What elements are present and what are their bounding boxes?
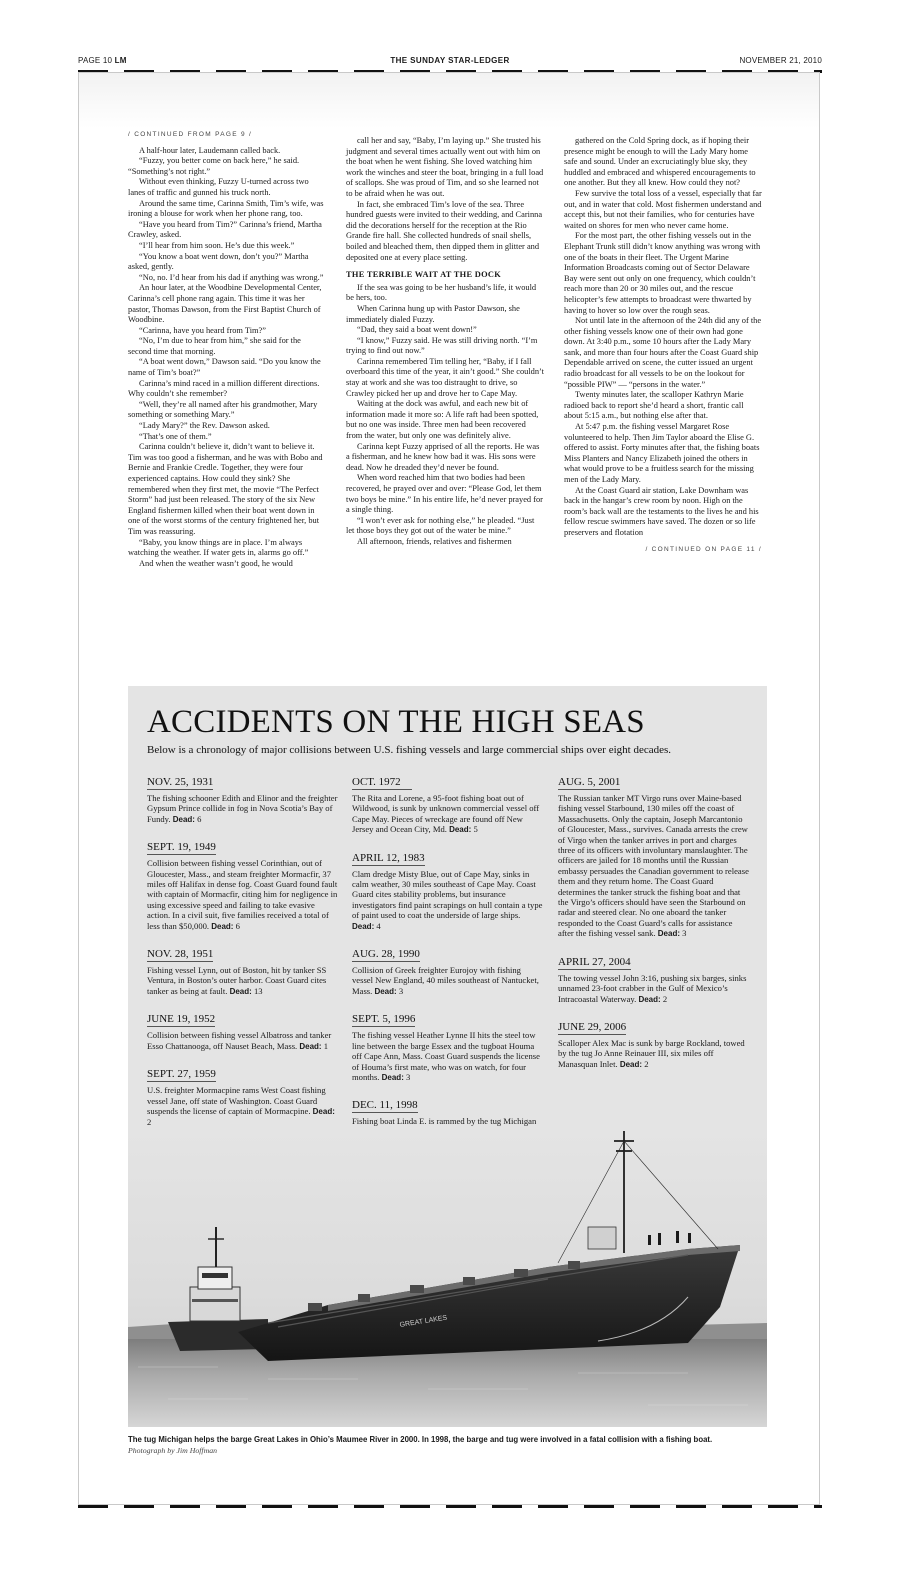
story-subhead: THE TERRIBLE WAIT AT THE DOCK: [346, 270, 502, 280]
entry-text: The Rita and Lorene, a 95-foot fishing boat out of Wildwood, is sunk by unknown commercial vessel off Cape May. Pieces of wreckage are found off New Jersey and Ocean City, Md.: [352, 793, 540, 835]
story-paragraph: At 5:47 p.m. the fishing vessel Margaret Rose volunteered to help. Then Jim Taylor aboard the Elise G. offered to assist. Forty minutes after that, the fishing boats Miss Planters and Nancy Elizabeth joined the others in what would prove to be a fruitless search for the missing men of the Lady Mary.: [564, 422, 760, 484]
issue-date: NOVEMBER 21, 2010: [739, 56, 822, 65]
entry-body: [558, 1038, 750, 1070]
story-paragraph: “Baby, you know things are in place. I’m always watching the weather. If water gets in, alarms go off.”: [128, 537, 309, 558]
entry-date: NOV. 28, 1951: [147, 948, 214, 961]
story-paragraph: A half-hour later, Laudemann called back.: [139, 145, 281, 155]
story-paragraph: “I won’t ever ask for nothing else,” he pleaded. “Just let those boys they got out of the water be mine.”: [346, 515, 535, 536]
entry-date: JUNE 29, 2006: [558, 1020, 627, 1033]
ship-photo: [128, 1127, 767, 1427]
story-paragraph: Carinna’s mind raced in a million different directions. Why couldn’t she remember?: [128, 378, 320, 399]
entry-text: Fishing boat Linda E. is rammed by the tug Michigan: [352, 1116, 537, 1127]
dead-count: 1: [323, 1040, 329, 1051]
story-paragraph: Carinna kept Fuzzy apprised of all the reports. He was a fisherman, and he knew how bad it was. His sons were dead. Now he dreaded they’d never be found.: [346, 441, 540, 472]
chronology-entry: [147, 772, 339, 825]
masthead: [78, 56, 822, 68]
story-column-2: [346, 136, 544, 548]
story-paragraph: At the Coast Guard air station, Lake Downham was back in the hangar’s crew room by noon. High on the room’s back wall are the testaments to the lives he and his fellow rescue swimmers have saved. The dozen or so life preservers and flotation: [564, 485, 759, 537]
entry-date: JUNE 19, 1952: [147, 1013, 216, 1026]
entry-date: APRIL 27, 2004: [558, 955, 631, 968]
accidents-infobox: [128, 686, 767, 1427]
chronology-entry: [147, 837, 339, 932]
story-column-3: [564, 136, 762, 555]
dead-count: 4: [376, 920, 381, 931]
story-paragraph: “I know,” Fuzzy said. He was still driving north. “I’m trying to find out now.”: [346, 335, 538, 356]
entry-body: [147, 1085, 339, 1128]
dead-count: 3: [398, 985, 404, 996]
dead-count: 6: [235, 920, 240, 931]
entry-date: SEPT. 19, 1949: [147, 841, 216, 854]
entry-text: Collision between fishing vessel Albatross and tanker Esso Chattanooga, off Nauset Beach, Mass.: [147, 1030, 332, 1051]
dead-count: 2: [662, 993, 668, 1004]
story-paragraph: “I’ll hear from him soon. He’s due this week.”: [139, 240, 295, 250]
dead-label: Dead:: [657, 929, 680, 939]
story-paragraph: All afternoon, friends, relatives and fishermen: [357, 536, 512, 546]
entry-body: [147, 858, 339, 932]
paper-name: THE SUNDAY STAR-LEDGER: [390, 56, 510, 65]
column-3-body: [564, 136, 762, 539]
entry-text: The fishing schooner Edith and Elinor and the freighter Gypsum Prince collide in fog in Nova Scotia’s Bay of Fundy.: [147, 793, 338, 824]
story-paragraph: When word reached him that two bodies had been recovered, he prayed over and over: “Please God, let them two boys be mine.” In his entire life, he’d never prayed for a single thing.: [346, 473, 543, 515]
story-paragraph: In fact, she embraced Tim’s love of the sea. Three hundred guests were invited to their wedding, and Carinna did the decorations herself for the reception at the Rio Grande fire hall. She collected hundreds of snail shells, boiled and bleached them, then dipped them in glitter and deposited one at every place setting.: [346, 199, 543, 262]
chronology-column-2: [352, 772, 544, 1171]
entry-body: [352, 869, 544, 932]
dead-label: Dead:: [172, 814, 195, 824]
entry-body: [558, 973, 750, 1005]
caption-text: The tug Michigan helps the barge Great Lakes in Ohio’s Maumee River in 2000. In 1998, the barge and tug were involved in a fatal collision with a fishing boat.: [128, 1435, 713, 1444]
entry-text: Scalloper Alex Mac is sunk by barge Rockland, towed by the tug Jo Anne Reinauer III, six miles off Manasquan Inlet.: [558, 1037, 745, 1069]
story-paragraph: “Lady Mary?” the Rev. Dawson asked.: [139, 421, 270, 431]
entry-body: [352, 1030, 544, 1083]
story-paragraph: Without even thinking, Fuzzy U-turned across two lanes of traffic and gunned his truck north.: [128, 177, 309, 197]
continued-on: / CONTINUED ON PAGE 11 /: [645, 545, 762, 553]
story-paragraph: Carinna couldn’t believe it, didn’t want to believe it. Tim was too good a fisherman, and he was with Bobo and Bernie and Frankie Credle. Together, they were four experienced captains. How could they sink? She remembered when they first met, the movie “The Perfect Storm” had just been released. The story of the six New England fishermen killed when their boat went down in one of the worst storms of the century frightened her, but Tim was reassuring.: [128, 442, 323, 536]
story-paragraph: “Well, they’re all named after his grandmother, Mary something or something Mary.”: [128, 399, 318, 420]
story-paragraph: “Carinna, have you heard from Tim?”: [139, 325, 266, 335]
story-paragraph: Waiting at the dock was awful, and each new bit of information made it more so: A life raft had been spotted, but no one was inside. Three men had been recovered from the water, but only one was definitely alive.: [346, 399, 539, 441]
story-paragraph: And when the weather wasn’t good, he would: [139, 558, 293, 568]
hull-lettering: GREAT LAKES: [399, 1314, 448, 1329]
entry-text: The Russian tanker MT Virgo runs over Maine-based fishing vessel Starbound, 130 miles off the coast of Massachusetts. Only the captain, Joseph Marcantonio of Gloucester, Mass., survives. Canada arrests the crew of Virgo when the tanker arrives in port and charges three of its officers with involuntary manslaughter. The officers are jailed for 18 months until the Russian embassy persuades the Canadian government to release them and they return home. The Coast Guard determines the tanker struck the fishing boat and that the Virgo’s officers should have seen the Starbound on radar and steered clear. No one aboard the tanker responded to the Coast Guard’s calls for assistance after the fishing vessel sank.: [558, 793, 749, 939]
story-paragraph: For the most part, the other fishing vessels out in the Elephant Trunk still didn’t know anything was wrong with one of the boats in their fleet. The Urgent Marine Information Broadcasts coming out of Sector Delaware Bay were sent out only on one frequency, which couldn’t reach more than 20 or 30 miles out, and the rescue helicopter’s few attempts to broadcast were thwarted by having to hover so low over the rough seas.: [564, 231, 761, 315]
chronology-column-3: [558, 772, 750, 1082]
chronology-entry: [147, 944, 339, 997]
entry-body: [147, 965, 339, 997]
entry-date: AUG. 5, 2001: [558, 776, 621, 788]
story-paragraph: Twenty minutes later, the scalloper Kathryn Marie radioed back to report she’d heard a short, frantic call about 5:15 a.m., but nothing else after that.: [564, 390, 744, 421]
dead-label: Dead:: [619, 1059, 643, 1069]
chronology-entry: [147, 1009, 339, 1052]
dead-count: 5: [473, 824, 478, 835]
story-paragraph: “No, I’m due to hear from him,” she said for the second time that morning.: [128, 336, 301, 356]
entry-body: [352, 793, 544, 836]
story-paragraph: If the sea was going to be her husband’s life, it would be hers, too.: [346, 282, 537, 303]
story-paragraph: Few survive the total loss of a vessel, especially that far out, and in water that cold. Most fishermen understand and accept this, but not their families, who for centuries have waited on shores for men who never came home.: [564, 188, 762, 230]
chronology-entry: [352, 772, 544, 836]
entry-text: Collision of Greek freighter Eurojoy with fishing vessel New England, 40 miles southeast of Nantucket, Mass.: [352, 965, 539, 996]
entry-date: AUG. 28, 1990: [352, 948, 420, 961]
infobox-dek: Below is a chronology of major collisions between U.S. fishing vessels and large commercial ships over eight decades.: [147, 744, 672, 756]
dead-count: 2: [147, 1117, 152, 1128]
entry-body: [147, 1030, 339, 1052]
continued-from: / CONTINUED FROM PAGE 9 /: [128, 131, 253, 138]
section-code: LM: [114, 56, 127, 65]
entry-text: Collision between fishing vessel Corinthian, out of Gloucester, Mass., and steam freighter Mormacfir, 37 miles off Halifax in dense fog. Coast Guard found fault with captain of Mormacfir, citing him for negligence in using excessive speed and failing to take evasive action. In a civil suit, five families received a total of less than $50,000.: [147, 858, 338, 931]
bottom-dash-rule: [78, 1505, 822, 1508]
chronology-entry: [558, 1017, 750, 1070]
dead-label: Dead:: [374, 986, 397, 996]
entry-body: [352, 965, 544, 997]
dead-label: Dead:: [211, 921, 234, 931]
story-paragraph: An hour later, at the Woodbine Developmental Center, Carinna’s cell phone rang again. This time it was her pastor, Thomas Dawson, from the First Baptist Church of Woodbine.: [128, 283, 322, 325]
story-paragraph: “A boat went down,” Dawson said. “Do you know the name of Tim’s boat?”: [128, 357, 321, 378]
entry-date: NOV. 25, 1931: [147, 776, 214, 788]
story-paragraph: “No, no. I’d hear from his dad if anything was wrong.”: [139, 272, 324, 282]
chronology-entry: [352, 944, 544, 997]
story-column-1: [128, 130, 326, 569]
bow-deckhouse: [588, 1227, 616, 1249]
entry-text: Fishing vessel Lynn, out of Boston, hit by tanker SS Ventura, in Boston’s outer harbor. Coast Guard cites tanker as being at fault.: [147, 965, 327, 996]
column-2-body-b: [346, 283, 544, 548]
chronology-entry: [558, 772, 750, 940]
story-paragraph: Carinna remembered Tim telling her, “Baby, if I fall overboard this time of the year, it ain’t good.” She couldn’t stay at work and she was too distraught to drive, so Crawley picked her up and drove her to Cape May.: [346, 356, 544, 398]
entry-body: [558, 793, 750, 940]
entry-text: The towing vessel John 3:16, pushing six barges, sinks unnamed 23-foot crabber in the Gulf of Mexico’s Intracoastal Waterway.: [558, 972, 747, 1004]
dead-count: 6: [197, 813, 202, 824]
dead-count: 3: [406, 1071, 411, 1082]
story-paragraph: Not until late in the afternoon of the 24th did any of the other fishing vessels know one of their own had gone down. At 3:40 p.m., some 10 hours after the Lady Mary sank, and more than four hours after the Coast Guard ship Dependable arrived on scene, the cutter issued an urgent radio broadcast for all vessels to be on the lookout for “possible PIW” — “persons in the water.”: [564, 316, 762, 389]
entry-date: SEPT. 5, 1996: [352, 1013, 416, 1026]
page-number: PAGE 10: [78, 56, 113, 65]
story-paragraph: “Have you heard from Tim?” Carinna’s friend, Martha Crawley, asked.: [128, 219, 322, 240]
story-paragraph: When Carinna hung up with Pastor Dawson, she immediately dialed Fuzzy.: [346, 303, 520, 324]
column-2-body-a: [346, 136, 544, 263]
chronology-entry: [352, 848, 544, 932]
chronology-entry: [558, 952, 750, 1005]
photo-caption: [128, 1434, 788, 1456]
dead-label: Dead:: [449, 825, 472, 835]
entry-text: The fishing vessel Heather Lynne II hits the steel tow line between the barge Essex and the tugboat Houma off Cape Ann, Mass. Coast Guard suspends the license of Houma’s first mate, who was on watch, for four months.: [352, 1030, 540, 1082]
dead-label: Dead:: [299, 1041, 322, 1051]
entry-date: SEPT. 27, 1959: [147, 1068, 216, 1081]
dead-count: 2: [644, 1058, 649, 1069]
story-paragraph: “You know a boat went down, don’t you?” Martha asked, gently.: [128, 251, 309, 272]
dead-count: 3: [682, 928, 687, 939]
dead-label: Dead:: [229, 986, 252, 996]
entry-text: Clam dredge Misty Blue, out of Cape May, sinks in calm weather, 30 miles southeast of Cape May. Coast Guard cites stability problems, but insurance investigators find paint scrapings on hull contain a type of paint used to coat the underside of large ships.: [352, 868, 543, 921]
dead-label: Dead:: [638, 994, 661, 1004]
dead-label: Dead:: [312, 1106, 335, 1116]
entry-body: [147, 793, 339, 825]
entry-text: U.S. freighter Mormacpine rams West Coast fishing vessel Jane, off state of Washington. Coast Guard suspends the license of captain of Mormacpine.: [147, 1085, 326, 1116]
column-1-body: [128, 146, 326, 570]
dead-count: 13: [253, 985, 263, 996]
chronology-entry: [352, 1009, 544, 1083]
story-paragraph: “Fuzzy, you better come on back here,” he said. “Something’s not right.”: [128, 156, 300, 176]
dead-label: Dead:: [352, 921, 375, 931]
story-paragraph: Around the same time, Carinna Smith, Tim’s wife, was ironing a blouse for work when her phone rang, too.: [128, 198, 324, 219]
entry-date: OCT. 1972: [352, 776, 412, 790]
photo-credit: Photograph by Jim Hoffman: [128, 1446, 218, 1455]
infobox-title: ACCIDENTS ON THE HIGH SEAS: [147, 704, 645, 740]
entry-date: DEC. 11, 1998: [352, 1099, 418, 1112]
story-paragraph: call her and say, “Baby, I’m laying up.” She trusted his judgment and several times actually went out with him on the boat when he went fishing. She loved watching him work the winches and steer the boat, bringing in a full load of scallops. She was proud of Tim, and so she learned not to be afraid when he was out.: [346, 136, 544, 198]
dead-label: Dead:: [381, 1072, 404, 1082]
entry-date: APRIL 12, 1983: [352, 851, 425, 864]
story-paragraph: “That’s one of them.”: [139, 431, 212, 441]
story-paragraph: “Dad, they said a boat went down!”: [357, 325, 477, 335]
chronology-entry: [147, 1064, 339, 1128]
story-paragraph: gathered on the Cold Spring dock, as if hoping their presence might be enough to will the Lady Mary home safe and sound. Under an excruciatingly blue sky, they huddled and embraced and whispered encouragements to one another. But they all knew. How could they not?: [564, 136, 756, 188]
